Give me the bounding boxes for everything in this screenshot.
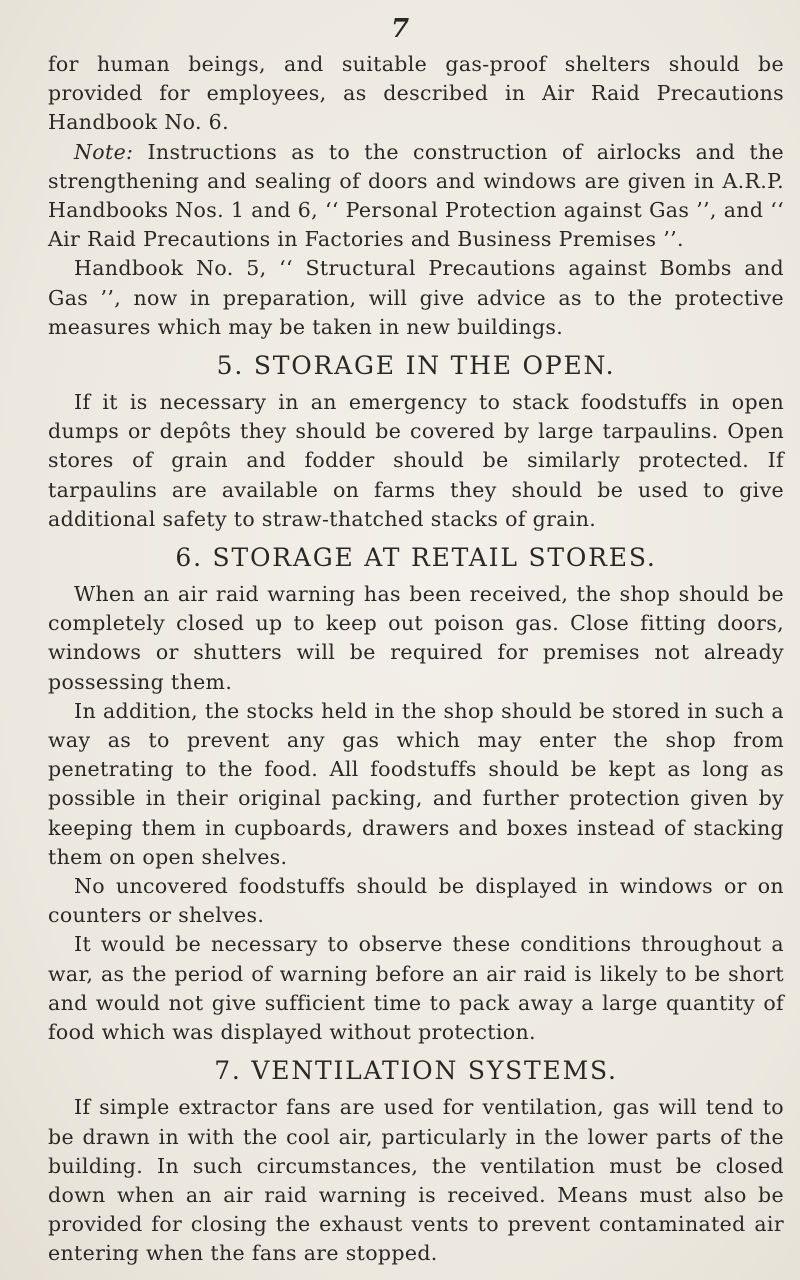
handbook-paragraph: Handbook No. 5, ‘‘ Structural Precautions against Bombs and Gas ’’, now in preparation, will give advice as to the protective measures which may be taken in new buildings. bbox=[48, 256, 784, 339]
page-number: 7 bbox=[390, 14, 410, 44]
retail-paragraph-wartime: It would be necessary to observe these conditions throughout a war, as the period of warning before an air raid is likely to be short and would not give sufficient time to pack away a large quantity of food which was displayed without protection. bbox=[48, 932, 784, 1045]
body-text bbox=[48, 50, 784, 1269]
section-heading-storage-open: 5. STORAGE IN THE OPEN. bbox=[216, 351, 616, 381]
retail-paragraph-shop-closed: When an air raid warning has been received, the shop should be completely closed up to keep out poison gas. Close fitting doors, windows or shutters will be required for premises not already possessing them. bbox=[48, 582, 784, 694]
section-heading-ventilation: 7. VENTILATION SYSTEMS. bbox=[214, 1056, 618, 1086]
note-text: Instructions as to the construction of airlocks and the strengthening and sealing of doors and windows are given in A.R.P. Handbooks Nos. 1 and 6, ‘‘ Personal Protection against Gas ’’, and ‘‘ Air Raid Precautions in Factories and Business Premises ’’. bbox=[48, 139, 784, 252]
storage-open-paragraph: If it is necessary in an emergency to stack foodstuffs in open dumps or depôts they should be covered by large tarpaulins. Open stores of grain and fodder should be similarly protected. If tarpaulins are available on farms they should be used to give additional safety to straw-thatched stacks of grain. bbox=[48, 390, 784, 531]
note-label: Note: bbox=[74, 139, 134, 164]
retail-paragraph-stocks: In addition, the stocks held in the shop should be stored in such a way as to prevent any gas which may enter the shop from penetrating to the food. All foodstuffs should be kept as long as possible in their original packing, and further protection given by keeping them in cupboards, drawers and boxes instead of stacking them on open shelves. bbox=[48, 698, 784, 869]
retail-paragraph-display: No uncovered foodstuffs should be displayed in windows or on counters or shelves. bbox=[48, 874, 784, 928]
note-paragraph bbox=[48, 138, 784, 255]
ventilation-paragraph: If simple extractor fans are used for ventilation, gas will tend to be drawn in with the cool air, particularly in the lower parts of the building. In such circumstances, the ventilation must be closed down when an air raid warning is received. Means must also be provided for closing the exhaust vents to prevent contaminated air entering when the fans are stopped. bbox=[48, 1095, 784, 1266]
section-heading-retail-stores: 6. STORAGE AT RETAIL STORES. bbox=[175, 543, 657, 573]
opening-paragraph: for human beings, and suitable gas-proof shelters should be provided for employees, as described in Air Raid Precautions Handbook No. 6. bbox=[48, 52, 784, 135]
